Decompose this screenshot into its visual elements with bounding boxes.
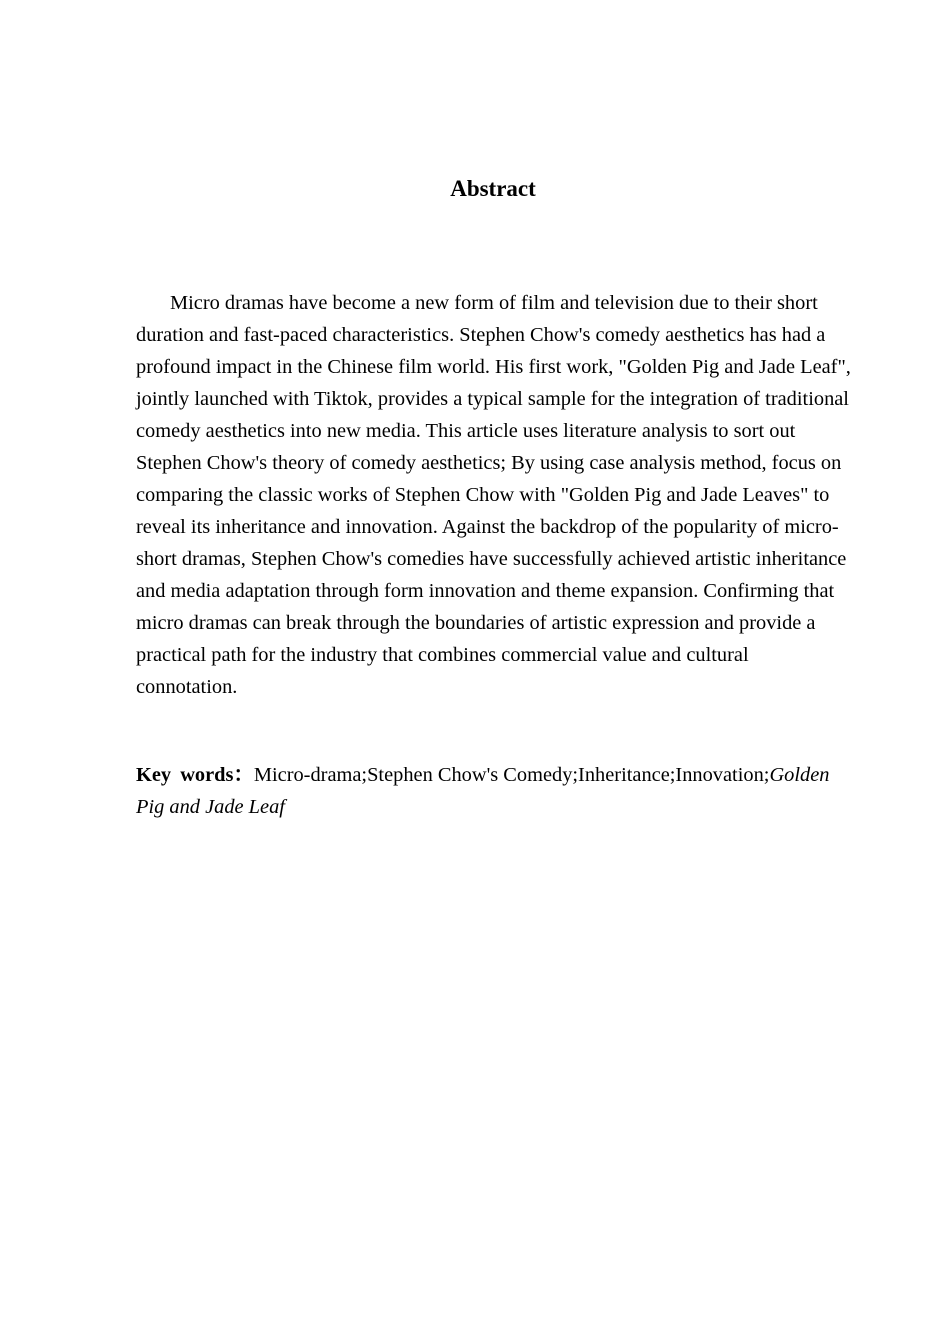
keywords-line: [136, 759, 853, 823]
abstract-paragraph: Micro dramas have become a new form of film and television due to their short duration and fast-paced characteristics. Stephen Chow's comedy aesthetics has had a profound impact in the Chinese film world. His first work, "Golden Pig and Jade Leaf", jointly launched with Tiktok, provides a typical sample for the integration of traditional comedy aesthetics into new media. This article uses literature analysis to sort out Stephen Chow's theory of comedy aesthetics; By using case analysis method, focus on comparing the classic works of Stephen Chow with "Golden Pig and Jade Leaves" to reveal its inheritance and innovation. Against the backdrop of the popularity of micro-short dramas, Stephen Chow's comedies have successfully achieved artistic inheritance and media adaptation through form innovation and theme expansion. Confirming that micro dramas can break through the boundaries of artistic expression and provide a practical path for the industry that combines commercial value and cultural connotation.: [136, 292, 851, 698]
page-title: Abstract: [450, 176, 536, 201]
keywords-label: Key words：: [136, 764, 254, 786]
keywords-text: Micro-drama;Stephen Chow's Comedy;Inheritance;Innovation;: [253, 764, 770, 786]
keywords-italic-title: Golden Pig and Jade Leaf: [136, 764, 830, 818]
